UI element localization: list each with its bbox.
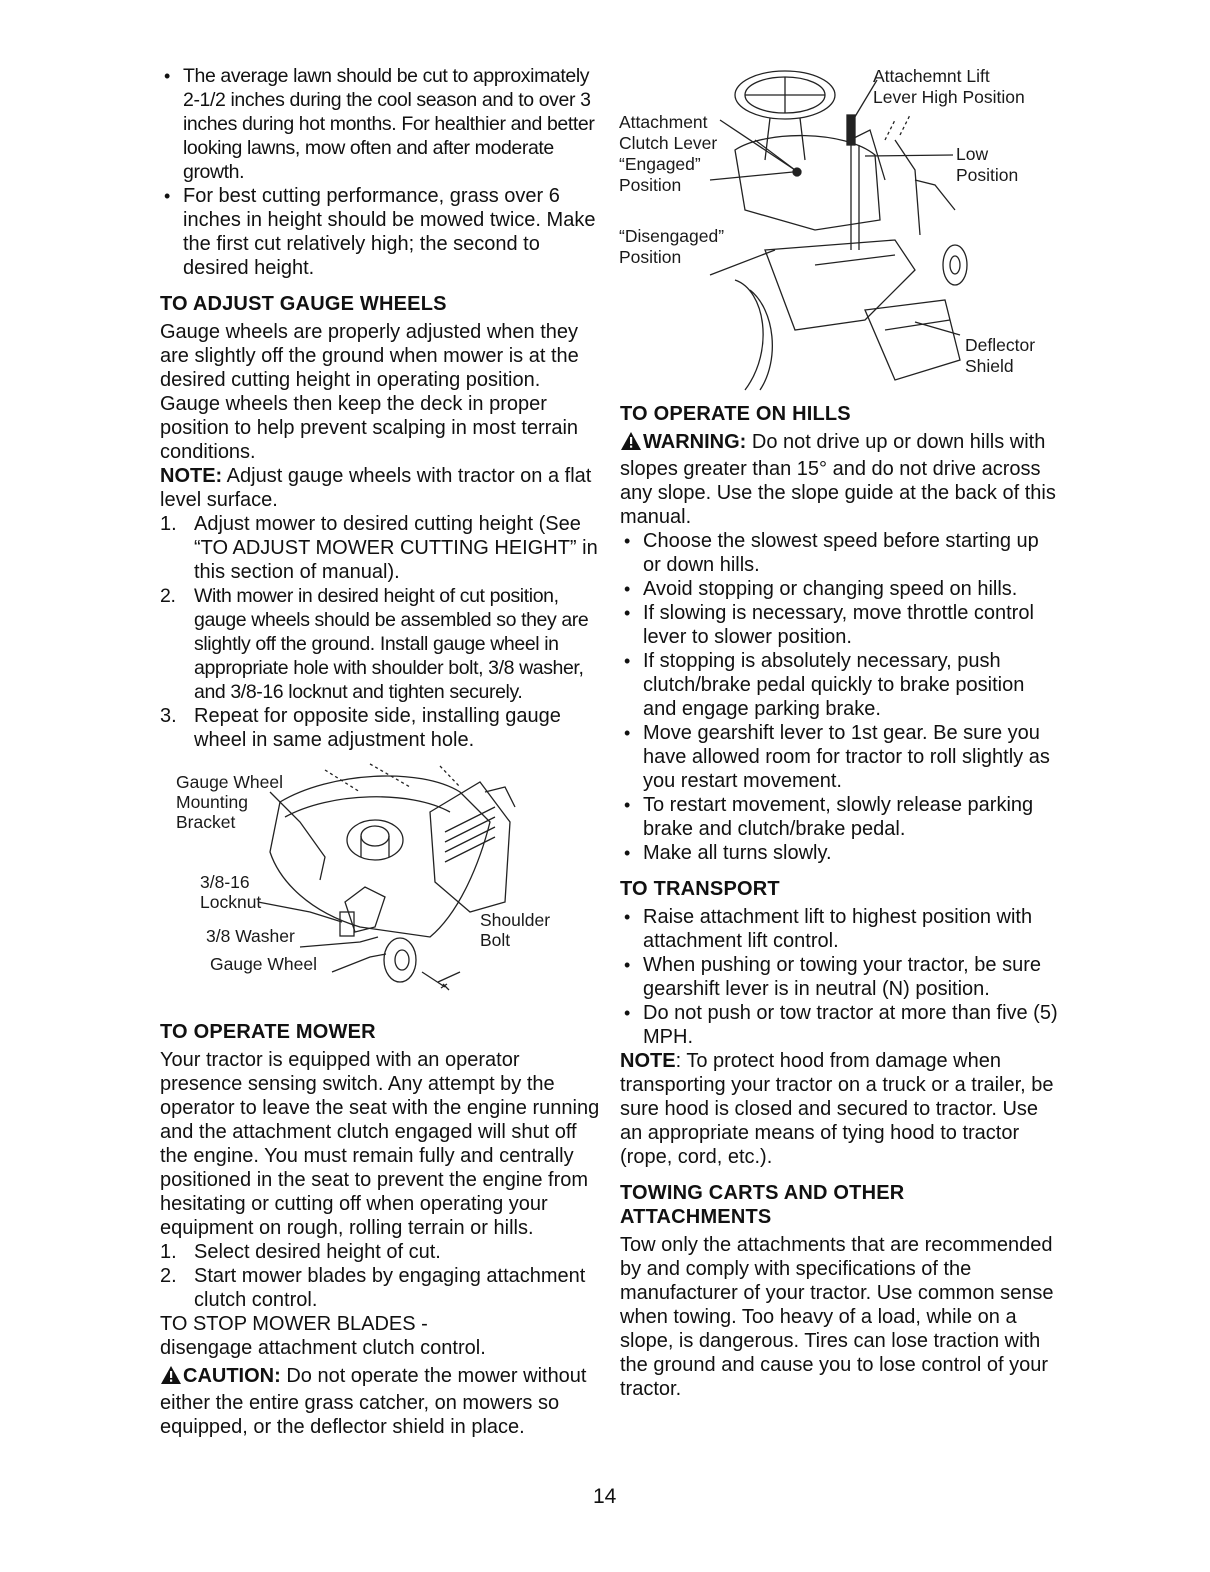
warning-text: Do not drive up or down hills with slopes greater than 15° and do not drive across any slope. Use the slope guide at the back of this manual. — [620, 431, 1056, 528]
note-label: NOTE: — [160, 465, 223, 487]
gauge-wheels-paragraph: Gauge wheels are properly adjusted when they are slightly off the ground when mower is at the desired cutting height in operating position. Gauge wheels then keep the deck in proper position to help prevent scalping in most terrain conditions. — [160, 321, 579, 463]
label-gauge-wheel-bracket-line3: Bracket — [176, 812, 236, 832]
label-clutch-lever-line3: “Engaged” — [619, 154, 701, 174]
stop-blades-title: TO STOP MOWER BLADES - — [160, 1313, 428, 1335]
label-gauge-wheel-bracket-line1: Gauge Wheel — [176, 772, 284, 792]
step-number: 2. — [160, 1265, 177, 1287]
gauge-wheel-figure — [160, 762, 600, 1020]
transport-note — [620, 1049, 1060, 1169]
label-low-position-line2: Position — [956, 165, 1019, 185]
right-column — [620, 402, 1060, 1401]
list-item — [160, 512, 600, 584]
attachment-lever-figure — [615, 60, 1055, 395]
warning-block — [620, 430, 1060, 529]
label-low-position-line1: Low — [956, 144, 989, 164]
list-item: • To restart movement, slowly release parking brake and clutch/brake pedal. — [620, 793, 1060, 841]
label-shoulder-bolt-line2: Bolt — [480, 930, 511, 950]
label-gauge-wheel: Gauge Wheel — [210, 954, 318, 974]
list-item: • Choose the slowest speed before starting up or down hills. — [620, 529, 1060, 577]
hills-bullet-list — [620, 529, 1060, 865]
step-text: Select desired height of cut. — [194, 1241, 441, 1263]
section-heading-transport: TO TRANSPORT — [620, 878, 780, 900]
caution-label: CAUTION: — [183, 1365, 281, 1387]
note-label: NOTE — [620, 1050, 676, 1072]
label-lift-lever-line2: Lever High Position — [873, 87, 1025, 107]
step-number: 2. — [160, 585, 176, 607]
caution-block — [160, 1364, 600, 1439]
label-clutch-lever-line2: Clutch Lever — [619, 133, 718, 153]
operate-mower-steps — [160, 1240, 600, 1312]
label-deflector-shield-line2: Shield — [965, 356, 1014, 376]
list-item: • If slowing is necessary, move throttle control lever to slower position. — [620, 601, 1060, 649]
label-deflector-shield-line1: Deflector — [965, 335, 1036, 355]
label-disengaged-line1: “Disengaged” — [619, 226, 725, 246]
step-text: Repeat for opposite side, installing gauge wheel in same adjustment hole. — [194, 705, 561, 751]
caution-text: Do not operate the mower without either the entire grass catcher, on mowers so equipped, or the deflector shield in place. — [160, 1365, 587, 1438]
gauge-wheels-note — [160, 464, 600, 512]
list-item: • When pushing or towing your tractor, be sure gearshift lever is in neutral (N) position. — [620, 953, 1060, 1001]
left-column — [160, 64, 600, 1439]
section-heading-gauge-wheels: TO ADJUST GAUGE WHEELS — [160, 293, 447, 315]
warning-label: WARNING: — [643, 431, 747, 453]
step-text: Start mower blades by engaging attachment clutch control. — [194, 1265, 586, 1311]
caution-triangle-icon — [160, 1365, 182, 1391]
list-item: • The average lawn should be cut to approximately 2-1/2 inches during the cool season and to over 3 inches during hot months. For healthier and better looking lawns, mow often and after moderate growth. — [160, 64, 600, 184]
section-heading-operate-mower: TO OPERATE MOWER — [160, 1021, 376, 1043]
step-text: Adjust mower to desired cutting height (See “TO ADJUST MOWER CUTTING HEIGHT” in this section of manual). — [194, 513, 598, 583]
warning-triangle-icon — [620, 431, 642, 457]
label-washer: 3/8 Washer — [206, 926, 295, 946]
list-item: • Do not push or tow tractor at more than five (5) MPH. — [620, 1001, 1060, 1049]
operate-mower-paragraph: Your tractor is equipped with an operator presence sensing switch. Any attempt by the operator to leave the seat with the engine running and the attachment clutch engaged will shut off the engine. You must remain fully and centrally positioned in the seat to prevent the engine from hesitating or cutting off when operating your equipment on rough, rolling terrain or hills. — [160, 1049, 600, 1239]
list-item: • Move gearshift lever to 1st gear. Be sure you have allowed room for tractor to roll slightly as you restart movement. — [620, 721, 1060, 793]
section-heading-towing: TOWING CARTS AND OTHER ATTACHMENTS — [620, 1182, 905, 1228]
transport-bullet-list — [620, 905, 1060, 1049]
list-item: • If stopping is absolutely necessary, push clutch/brake pedal quickly to brake position and engage parking brake. — [620, 649, 1060, 721]
label-clutch-lever-line4: Position — [619, 175, 682, 195]
label-disengaged-line2: Position — [619, 247, 682, 267]
towing-paragraph: Tow only the attachments that are recommended by and comply with specifications of the manufacturer of your tractor. Use common sense when towing. Too heavy of a load, while on a slope, is dangerous. Tires can lose traction with the ground and cause you to lose control of your tractor. — [620, 1234, 1054, 1400]
page-number: 14 — [593, 1485, 617, 1508]
note-text: Adjust gauge wheels with tractor on a flat level surface. — [160, 465, 592, 511]
step-number: 3. — [160, 705, 177, 727]
list-item: • For best cutting performance, grass over 6 inches in height should be mowed twice. Make the first cut relatively high; the second to desired height. — [160, 184, 600, 280]
label-locknut-line2: Locknut — [200, 892, 262, 912]
list-item — [160, 1264, 600, 1312]
section-heading-operate-hills: TO OPERATE ON HILLS — [620, 403, 851, 425]
label-shoulder-bolt-line1: Shoulder — [480, 910, 551, 930]
list-item: • Avoid stopping or changing speed on hills. — [620, 577, 1060, 601]
step-number: 1. — [160, 1241, 177, 1263]
label-lift-lever-line1: Attachemnt Lift — [873, 66, 990, 86]
label-locknut-line1: 3/8-16 — [200, 872, 250, 892]
list-item: • Make all turns slowly. — [620, 841, 1060, 865]
step-text: With mower in desired height of cut position, gauge wheels should be assembled so they are slightly off the ground. Install gauge wheel in appropriate hole with shoulder bolt, 3/8 washer, and 3/8-16 locknut and tighten securely. — [194, 585, 589, 703]
list-item — [160, 1240, 600, 1264]
stop-blades-text: disengage attachment clutch control. — [160, 1337, 486, 1359]
gauge-wheels-steps — [160, 512, 600, 752]
list-item — [160, 584, 600, 704]
list-item — [160, 704, 600, 752]
label-gauge-wheel-bracket-line2: Mounting — [176, 792, 248, 812]
intro-bullet-list — [160, 64, 600, 280]
note-text: : To protect hood from damage when transporting your tractor on a truck or a trailer, be sure hood is closed and secured to tractor. Use an appropriate means of tying hood to tractor (rope, cord, etc.). — [620, 1050, 1054, 1168]
label-clutch-lever-line1: Attachment — [619, 112, 708, 132]
list-item: • Raise attachment lift to highest position with attachment lift control. — [620, 905, 1060, 953]
step-number: 1. — [160, 513, 177, 535]
